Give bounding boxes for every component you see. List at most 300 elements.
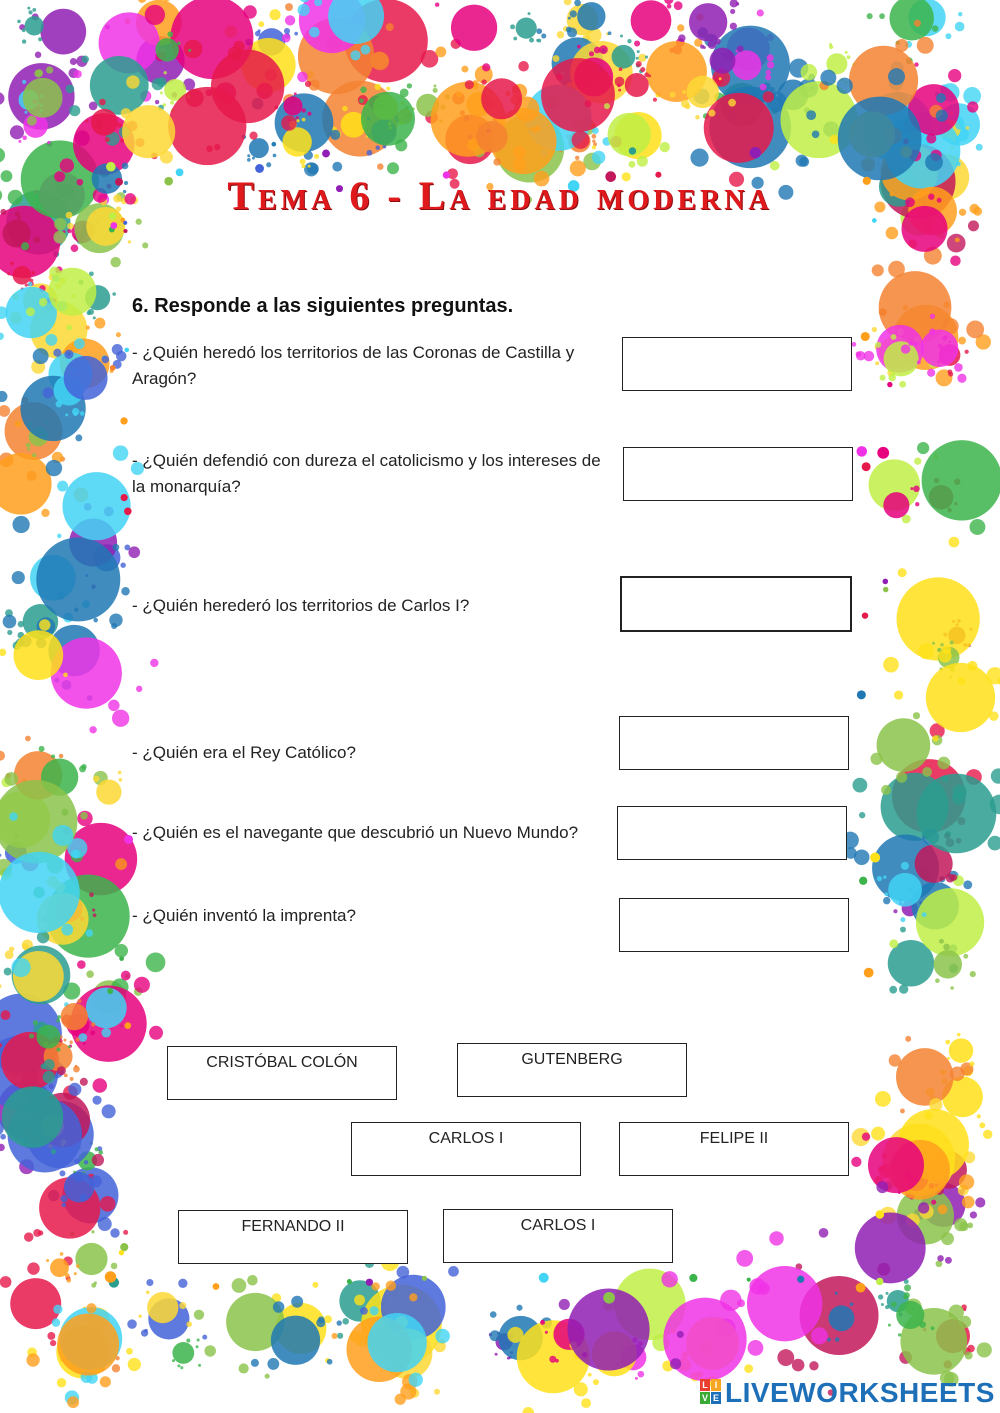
paint-droplet	[66, 325, 72, 331]
answer-box-2[interactable]	[623, 447, 853, 501]
paint-droplet	[895, 39, 908, 52]
paint-droplet	[108, 700, 119, 711]
paint-droplet	[43, 1071, 55, 1083]
paint-droplet	[32, 8, 36, 12]
paint-splash	[921, 329, 959, 367]
paint-droplet	[945, 1257, 952, 1264]
paint-droplet	[184, 40, 202, 58]
paint-droplet	[316, 1318, 325, 1327]
paint-droplet	[80, 411, 85, 416]
paint-droplet	[518, 61, 529, 72]
paint-droplet	[177, 1364, 180, 1367]
paint-droplet	[91, 1022, 95, 1026]
paint-droplet	[331, 1333, 337, 1339]
paint-droplet	[282, 34, 291, 43]
paint-droplet	[594, 47, 601, 54]
paint-droplet	[604, 103, 610, 109]
paint-droplet	[361, 45, 371, 55]
paint-droplet	[845, 51, 848, 54]
paint-splash	[147, 1292, 178, 1323]
paint-droplet	[89, 726, 96, 733]
paint-droplet	[949, 537, 960, 548]
paint-droplet	[883, 875, 886, 878]
paint-droplet	[689, 1274, 697, 1282]
paint-splash	[282, 127, 311, 156]
paint-droplet	[28, 10, 32, 14]
paint-droplet	[119, 956, 124, 961]
paint-droplet	[516, 1305, 522, 1311]
paint-splash	[934, 950, 962, 978]
paint-droplet	[559, 1299, 570, 1310]
paint-droplet	[0, 984, 2, 988]
paint-droplet	[728, 99, 736, 107]
question-1: - ¿Quién heredó los territorios de las Coronas de Castilla y Aragón?	[132, 343, 575, 388]
paint-droplet	[0, 649, 6, 656]
paint-droplet	[591, 134, 596, 139]
paint-droplet	[767, 61, 774, 68]
paint-droplet	[608, 31, 612, 35]
paint-splash	[283, 96, 302, 115]
paint-droplet	[74, 607, 78, 611]
paint-droplet	[970, 519, 986, 535]
paint-droplet	[98, 1217, 112, 1231]
paint-droplet	[854, 849, 870, 865]
paint-droplet	[915, 502, 919, 506]
paint-droplet	[877, 447, 889, 459]
paint-droplet	[121, 108, 131, 118]
paint-droplet	[954, 363, 963, 372]
paint-droplet	[149, 1026, 163, 1040]
paint-droplet	[74, 338, 85, 349]
question-3: - ¿Quién herederó los territorios de Carlos I?	[132, 596, 470, 615]
paint-droplet	[959, 209, 966, 216]
paint-droplet	[314, 154, 319, 159]
paint-droplet	[65, 413, 68, 416]
paint-droplet	[247, 158, 251, 162]
paint-droplet	[955, 121, 964, 130]
paint-droplet	[0, 1134, 6, 1140]
paint-droplet	[247, 154, 250, 157]
paint-droplet	[885, 1305, 889, 1309]
paint-droplet	[851, 1157, 861, 1167]
paint-droplet	[66, 84, 75, 93]
paint-droplet	[461, 66, 468, 73]
paint-droplet	[22, 135, 27, 140]
paint-droplet	[878, 1294, 883, 1299]
paint-droplet	[89, 892, 94, 897]
answer-box-4[interactable]	[619, 716, 849, 770]
paint-droplet	[36, 69, 44, 77]
paint-droplet	[28, 282, 33, 287]
paint-droplet	[748, 1340, 764, 1356]
paint-droplet	[249, 132, 257, 140]
liveworksheets-logo	[700, 1375, 995, 1411]
paint-droplet	[887, 382, 892, 387]
paint-droplet	[273, 1301, 285, 1313]
paint-droplet	[232, 1278, 247, 1293]
paint-splash	[57, 1314, 119, 1376]
answer-box-6[interactable]	[619, 898, 849, 952]
paint-droplet	[77, 999, 81, 1003]
paint-droplet	[197, 1339, 200, 1342]
paint-droplet	[495, 1353, 498, 1356]
paint-droplet	[493, 158, 500, 165]
paint-droplet	[61, 924, 73, 936]
paint-droplet	[67, 223, 74, 230]
paint-droplet	[945, 1040, 950, 1045]
paint-droplet	[932, 735, 938, 741]
paint-droplet	[102, 356, 110, 364]
paint-droplet	[138, 0, 146, 3]
paint-droplet	[122, 162, 129, 169]
paint-droplet	[950, 256, 961, 267]
question-2: - ¿Quién defendió con dureza el catolicismo y los intereses de la monarquía?	[132, 451, 601, 496]
paint-droplet	[15, 211, 20, 216]
paint-droplet	[977, 1342, 992, 1357]
paint-droplet	[17, 20, 21, 24]
paint-droplet	[574, 1382, 588, 1396]
paint-droplet	[164, 71, 167, 74]
answer-box-3[interactable]	[620, 576, 852, 632]
paint-droplet	[92, 1154, 104, 1166]
paint-droplet	[265, 1374, 270, 1379]
paint-droplet	[917, 442, 929, 454]
answer-box-1[interactable]	[622, 337, 852, 391]
paint-splash	[577, 2, 605, 30]
paint-droplet	[337, 1333, 343, 1339]
paint-droplet	[572, 131, 590, 149]
paint-splash	[25, 16, 44, 35]
paint-droplet	[296, 116, 299, 119]
paint-droplet	[720, 1290, 741, 1311]
paint-droplet	[856, 1283, 866, 1293]
paint-droplet	[266, 162, 271, 167]
paint-droplet	[285, 3, 293, 11]
paint-droplet	[32, 453, 36, 457]
paint-droplet	[228, 46, 242, 60]
paint-droplet	[27, 448, 30, 451]
paint-droplet	[820, 70, 836, 86]
paint-droplet	[91, 1230, 94, 1233]
paint-splash	[747, 1266, 822, 1341]
paint-droplet	[146, 1279, 153, 1286]
paint-droplet	[685, 104, 691, 110]
paint-droplet	[640, 67, 645, 72]
paint-droplet	[549, 1356, 556, 1363]
paint-droplet	[409, 1373, 423, 1387]
paint-droplet	[94, 318, 105, 329]
option-carlos-i[interactable]	[351, 1122, 581, 1176]
paint-droplet	[255, 31, 260, 36]
option-fernando-ii[interactable]	[178, 1210, 408, 1264]
paint-droplet	[34, 237, 40, 243]
paint-droplet	[938, 1204, 948, 1214]
paint-droplet	[12, 516, 29, 533]
paint-droplet	[74, 1159, 80, 1165]
paint-droplet	[24, 1232, 33, 1241]
paint-droplet	[757, 9, 764, 16]
paint-droplet	[77, 179, 84, 186]
paint-droplet	[87, 311, 92, 316]
paint-droplet	[937, 757, 950, 770]
paint-droplet	[359, 98, 364, 103]
paint-droplet	[422, 1276, 427, 1281]
paint-droplet	[967, 1223, 973, 1229]
paint-droplet	[66, 212, 73, 219]
paint-droplet	[7, 272, 10, 275]
paint-splash	[687, 76, 719, 108]
paint-splash	[704, 93, 774, 163]
paint-splash	[23, 78, 63, 118]
question-6: - ¿Quién inventó la imprenta?	[132, 906, 356, 925]
paint-splash	[64, 1172, 94, 1202]
paint-droplet	[24, 111, 27, 114]
paint-droplet	[568, 17, 571, 20]
paint-droplet	[51, 754, 55, 758]
paint-droplet	[62, 1203, 66, 1207]
paint-droplet	[925, 153, 943, 171]
paint-droplet	[908, 341, 913, 346]
paint-droplet	[744, 1364, 753, 1373]
paint-droplet	[67, 359, 70, 362]
option-gutenberg[interactable]	[457, 1043, 687, 1097]
paint-droplet	[73, 70, 81, 78]
paint-droplet	[136, 219, 142, 225]
paint-droplet	[94, 1147, 98, 1151]
paint-droplet	[172, 1359, 175, 1362]
paint-droplet	[937, 198, 942, 203]
paint-droplet	[160, 151, 173, 164]
paint-droplet	[92, 1096, 101, 1105]
paint-droplet	[879, 13, 885, 19]
paint-droplet	[433, 84, 436, 87]
paint-splash	[13, 630, 63, 680]
paint-droplet	[337, 1320, 342, 1325]
paint-droplet	[43, 387, 54, 398]
paint-droplet	[67, 352, 71, 356]
paint-droplet	[864, 968, 874, 978]
paint-droplet	[327, 1359, 333, 1365]
paint-droplet	[876, 1278, 883, 1285]
paint-droplet	[917, 360, 921, 364]
paint-droplet	[121, 971, 131, 981]
paint-droplet	[116, 351, 127, 362]
paint-droplet	[950, 641, 954, 645]
paint-droplet	[128, 546, 140, 558]
paint-droplet	[25, 284, 28, 287]
paint-droplet	[799, 157, 809, 167]
paint-splash	[631, 0, 672, 41]
paint-droplet	[777, 1349, 794, 1366]
paint-droplet	[970, 1061, 975, 1066]
paint-splash	[949, 1038, 973, 1062]
paint-droplet	[75, 434, 82, 441]
paint-droplet	[71, 244, 79, 252]
paint-droplet	[123, 221, 127, 225]
paint-droplet	[124, 508, 132, 516]
paint-droplet	[914, 458, 921, 465]
paint-splash	[689, 3, 727, 41]
paint-droplet	[564, 0, 572, 5]
paint-droplet	[67, 1396, 79, 1408]
paint-droplet	[53, 231, 66, 244]
paint-droplet	[948, 69, 961, 82]
paint-droplet	[33, 348, 49, 364]
paint-droplet	[110, 222, 117, 229]
paint-droplet	[829, 43, 832, 46]
paint-droplet	[46, 460, 62, 476]
paint-droplet	[757, 1282, 769, 1294]
paint-droplet	[636, 57, 639, 60]
paint-droplet	[536, 39, 539, 42]
option-carlos-i-2[interactable]	[443, 1209, 673, 1263]
paint-droplet	[989, 711, 998, 720]
paint-droplet	[963, 880, 972, 889]
paint-droplet	[196, 1345, 199, 1348]
paint-droplet	[136, 686, 142, 692]
paint-splash	[612, 45, 636, 69]
paint-droplet	[636, 61, 642, 67]
paint-droplet	[847, 55, 851, 59]
paint-droplet	[110, 365, 116, 371]
paint-droplet	[9, 946, 14, 951]
paint-droplet	[400, 88, 409, 97]
paint-droplet	[433, 88, 438, 93]
paint-droplet	[142, 242, 148, 248]
paint-splash	[732, 50, 762, 80]
paint-droplet	[54, 218, 66, 230]
question-4: - ¿Quién era el Rey Católico?	[132, 743, 356, 762]
paint-droplet	[120, 563, 125, 568]
paint-droplet	[661, 1271, 677, 1287]
paint-droplet	[243, 5, 256, 18]
paint-droplet	[281, 115, 296, 130]
paint-droplet	[41, 509, 49, 517]
paint-droplet	[25, 736, 31, 742]
paint-droplet	[857, 690, 866, 699]
paint-droplet	[943, 944, 950, 951]
paint-droplet	[983, 1130, 992, 1139]
paint-splash	[0, 852, 80, 933]
paint-droplet	[529, 38, 534, 43]
paint-droplet	[766, 70, 771, 75]
answer-box-5[interactable]	[617, 806, 847, 860]
paint-droplet	[883, 587, 889, 593]
option-cristobal-colon[interactable]	[167, 1046, 397, 1100]
paint-droplet	[273, 154, 277, 158]
paint-droplet	[541, 33, 546, 38]
paint-droplet	[68, 1083, 81, 1096]
paint-droplet	[105, 1271, 116, 1282]
paint-droplet	[959, 1174, 974, 1189]
paint-droplet	[29, 1034, 34, 1039]
paint-droplet	[57, 1378, 66, 1387]
paint-droplet	[947, 1057, 950, 1060]
paint-droplet	[66, 1278, 71, 1283]
paint-droplet	[962, 1196, 975, 1209]
paint-droplet	[7, 630, 12, 635]
paint-droplet	[937, 1255, 944, 1262]
paint-droplet	[128, 1358, 141, 1371]
paint-droplet	[589, 51, 594, 56]
paint-droplet	[26, 443, 31, 448]
paint-droplet	[121, 587, 130, 596]
paint-droplet	[38, 1230, 43, 1235]
paint-droplet	[529, 127, 532, 130]
paint-droplet	[116, 332, 121, 337]
paint-droplet	[76, 1038, 80, 1042]
paint-droplet	[879, 308, 887, 316]
paint-droplet	[112, 544, 119, 551]
paint-droplet	[760, 84, 767, 91]
paint-droplet	[901, 862, 909, 870]
paint-droplet	[747, 1278, 751, 1282]
paint-droplet	[532, 127, 538, 133]
paint-droplet	[307, 112, 311, 116]
paint-droplet	[888, 374, 896, 382]
paint-droplet	[93, 1078, 108, 1093]
paint-droplet	[45, 334, 57, 346]
paint-splash	[75, 1243, 107, 1275]
paint-droplet	[52, 1318, 60, 1326]
paint-droplet	[0, 147, 5, 162]
paint-droplet	[872, 264, 884, 276]
paint-splash	[13, 266, 32, 285]
paint-splash	[61, 1003, 88, 1030]
paint-droplet	[53, 349, 61, 357]
paint-droplet	[852, 778, 867, 793]
paint-droplet	[581, 1398, 591, 1408]
paint-droplet	[903, 1295, 907, 1299]
paint-droplet	[648, 74, 651, 77]
paint-splash	[902, 206, 948, 252]
option-label: GUTENBERG	[521, 1051, 623, 1068]
paint-droplet	[719, 77, 722, 80]
paint-droplet	[917, 37, 934, 54]
paint-droplet	[896, 772, 907, 783]
paint-droplet	[50, 1340, 56, 1346]
paint-droplet	[575, 156, 579, 160]
paint-droplet	[769, 1231, 783, 1245]
paint-droplet	[150, 659, 158, 667]
paint-droplet	[80, 812, 88, 820]
paint-droplet	[690, 149, 708, 167]
paint-droplet	[146, 1291, 150, 1295]
paint-droplet	[945, 33, 951, 39]
paint-droplet	[126, 1348, 133, 1355]
paint-droplet	[588, 1373, 592, 1377]
paint-droplet	[10, 125, 24, 139]
paint-droplet	[653, 98, 657, 102]
paint-droplet	[188, 49, 191, 52]
paint-droplet	[124, 348, 129, 353]
paint-droplet	[267, 1358, 279, 1370]
paint-droplet	[180, 1366, 183, 1369]
paint-droplet	[111, 1263, 118, 1270]
option-felipe-ii[interactable]	[619, 1122, 849, 1176]
paint-droplet	[674, 1, 683, 10]
paint-droplet	[880, 375, 886, 381]
paint-droplet	[77, 960, 86, 969]
paint-splash	[96, 779, 121, 804]
paint-droplet	[202, 1335, 207, 1340]
paint-splash	[155, 38, 178, 61]
paint-droplet	[939, 939, 944, 944]
paint-droplet	[603, 1292, 615, 1304]
paint-droplet	[889, 986, 897, 994]
paint-droplet	[703, 46, 706, 49]
paint-splash	[90, 56, 149, 115]
